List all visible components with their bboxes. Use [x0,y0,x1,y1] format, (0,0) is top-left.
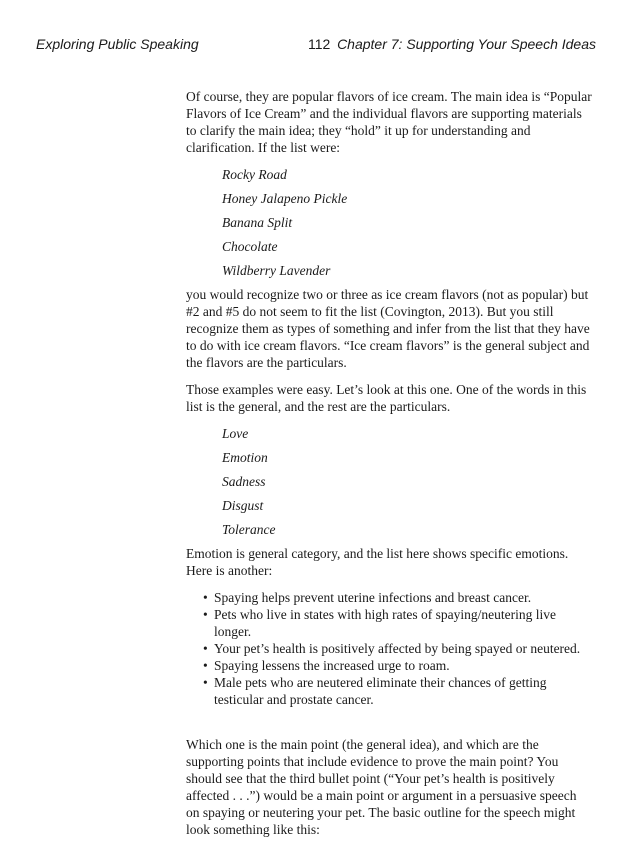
paragraph: Of course, they are popular flavors of ice cream. The main idea is “Popular Flavors of Ice Cream” and the individual flavors are supporting materials to clarify the main idea; they “hold” it up for understanding and clarification. If the list were: [186,89,592,155]
paragraph: Those examples were easy. Let’s look at this one. One of the words in this list is the general, and the rest are the particulars. [186,382,587,414]
paragraph: Emotion is general category, and the list here shows specific emotions. Here is another: [186,546,569,578]
list-item: Emotion [222,450,268,465]
list-item: Wildberry Lavender [222,263,331,278]
list-item: Banana Split [222,215,293,230]
bullet-item: • Spaying helps prevent uterine infections and breast cancer. [214,589,592,606]
list-item: Rocky Road [222,167,287,182]
list-item: Honey Jalapeno Pickle [222,191,348,206]
list-item: Sadness [222,474,266,489]
list-item: Tolerance [222,522,276,537]
bullet-item: • Pets who live in states with high rates of spaying/neutering live longer. [214,606,592,640]
bullet-item: • Your pet’s health is positively affected by being spayed or neutered. [214,640,592,657]
bullet-item: • Male pets who are neutered eliminate their chances of getting testicular and prostate cancer. [214,674,592,708]
emotion-list [222,425,592,545]
list-item: Disgust [222,498,264,513]
list-item: Love [222,426,249,441]
flavor-list [222,166,592,286]
page-header [36,36,596,56]
paragraph: you would recognize two or three as ice cream flavors (not as popular) but #2 and #5 do not seem to fit the list (Covington, 2013). But you still recognize them as types of something and infer from the list that they have to do with ice cream flavors. “Ice cream flavors” is the general subject and the flavors are the particulars. [186,287,590,370]
page-body [186,88,592,848]
chapter-title: Chapter 7: Supporting Your Speech Ideas [337,36,596,52]
page-number: 112 [308,36,331,52]
list-item: Chocolate [222,239,278,254]
paragraph: Which one is the main point (the general idea), and which are the supporting points that include evidence to prove the main point? You should see that the third bullet point (“Your pet’s health is positively affected . . .”) would be a main point or argument in a persuasive speech on spaying or neutering your pet. The basic outline for the speech might look something like this: [186,737,577,837]
book-title: Exploring Public Speaking [36,36,199,52]
bullet-item: • Spaying lessens the increased urge to roam. [214,657,592,674]
spacer [186,718,592,736]
bullet-list [186,589,592,708]
